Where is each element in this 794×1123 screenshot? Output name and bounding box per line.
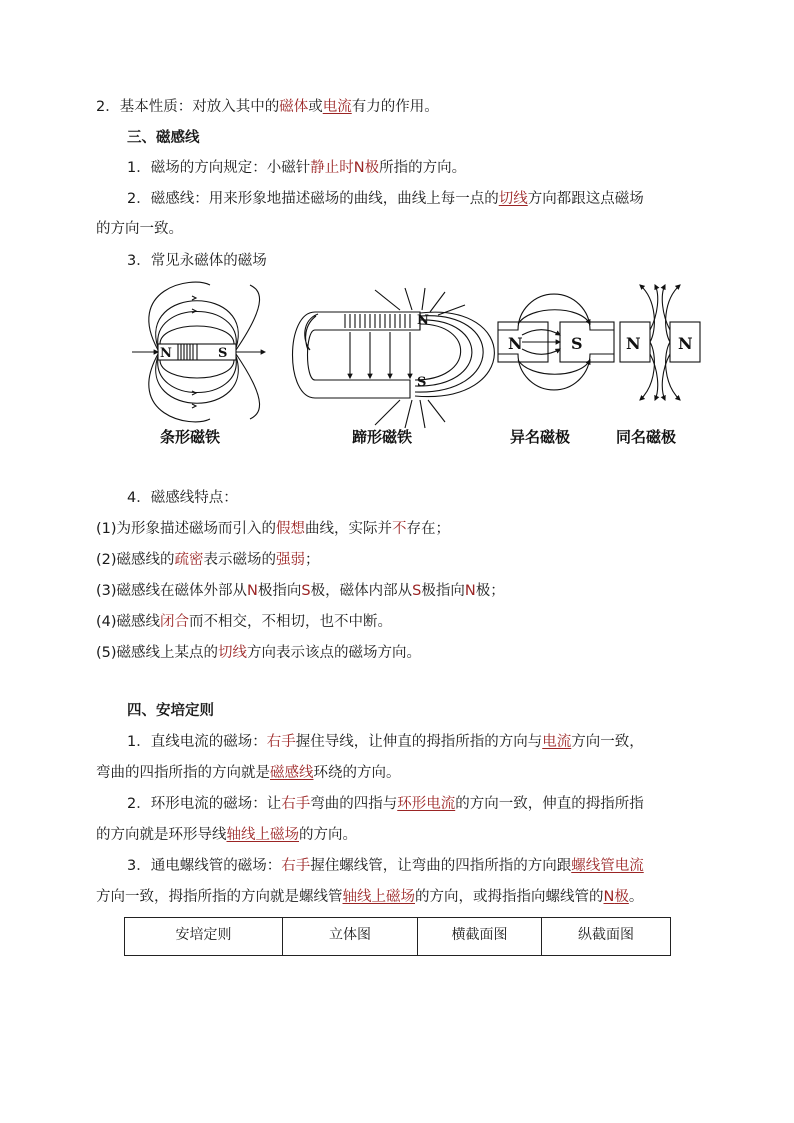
- feature-4: (4)磁感线闭合而不相交，不相切，也不中断。: [96, 614, 393, 630]
- loop-current-rule-cont: 的方向就是环形导线轴线上磁场的方向。: [96, 827, 357, 843]
- horseshoe-s-label: S: [417, 375, 427, 390]
- horseshoe-n-label: N: [417, 313, 429, 328]
- magnet-field-figure: [120, 280, 710, 465]
- feature-3: (3)磁感线在磁体外部从N极指向S极，磁体内部从S极指向N极；: [96, 583, 505, 599]
- loop-current-rule: 2．环形电流的磁场：让右手弯曲的四指与环形电流的方向一致，伸直的拇指所指: [127, 796, 644, 812]
- feature-1: (1)为形象描述磁场而引入的假想曲线，实际并不存在；: [96, 521, 451, 537]
- straight-current-rule-cont: 弯曲的四指所指的方向就是磁感线环绕的方向。: [96, 765, 401, 781]
- caption-opposite-poles: 异名磁极: [510, 428, 571, 446]
- caption-horseshoe: 蹄形磁铁: [352, 428, 413, 446]
- opposite-s-label: S: [571, 334, 583, 353]
- magnet-fields-title: 3．常见永磁体的磁场: [127, 253, 267, 269]
- basic-property-line: 2．基本性质：对放入其中的磁体或电流有力的作用。: [96, 99, 439, 115]
- opposite-n-label: N: [508, 334, 523, 353]
- bar-n-label: N: [160, 346, 172, 361]
- features-title: 4．磁感线特点：: [127, 490, 238, 506]
- horseshoe-magnet-diagram: [293, 288, 495, 428]
- caption-bar-magnet: 条形磁铁: [160, 428, 221, 446]
- table-header-cell: 横截面图: [418, 918, 542, 956]
- straight-current-rule: 1．直线电流的磁场：右手握住导线，让伸直的拇指所指的方向与电流方向一致，: [127, 734, 644, 750]
- feature-2: (2)磁感线的疏密表示磁场的强弱；: [96, 552, 320, 568]
- ampere-rule-table: [124, 917, 671, 956]
- bar-magnet-diagram: [132, 282, 265, 422]
- section-heading-field-lines: 三、磁感线: [127, 130, 200, 146]
- table-header-cell: 安培定则: [125, 918, 283, 956]
- table-header-row: [125, 918, 671, 956]
- bar-s-label: S: [218, 346, 228, 361]
- field-line-definition: 2．磁感线：用来形象地描述磁场的曲线，曲线上每一点的切线方向都跟这点磁场: [127, 191, 644, 207]
- like-n-label-left: N: [626, 334, 641, 353]
- field-line-definition-cont: 的方向一致。: [96, 221, 183, 237]
- feature-5: (5)磁感线上某点的切线方向表示该点的磁场方向。: [96, 645, 422, 661]
- caption-like-poles: 同名磁极: [616, 428, 677, 446]
- table-header-cell: 立体图: [283, 918, 418, 956]
- table-header-cell: 纵截面图: [542, 918, 671, 956]
- solenoid-rule-cont: 方向一致，拇指所指的方向就是螺线管轴线上磁场的方向，或拇指指向螺线管的N极。: [96, 889, 644, 905]
- direction-rule-line: 1．磁场的方向规定：小磁针静止时N极所指的方向。: [127, 160, 467, 176]
- solenoid-rule: 3．通电螺线管的磁场：右手握住螺线管，让弯曲的四指所指的方向跟螺线管电流: [127, 858, 644, 874]
- like-n-label-right: N: [678, 334, 693, 353]
- section-heading-ampere-rule: 四、安培定则: [127, 703, 214, 719]
